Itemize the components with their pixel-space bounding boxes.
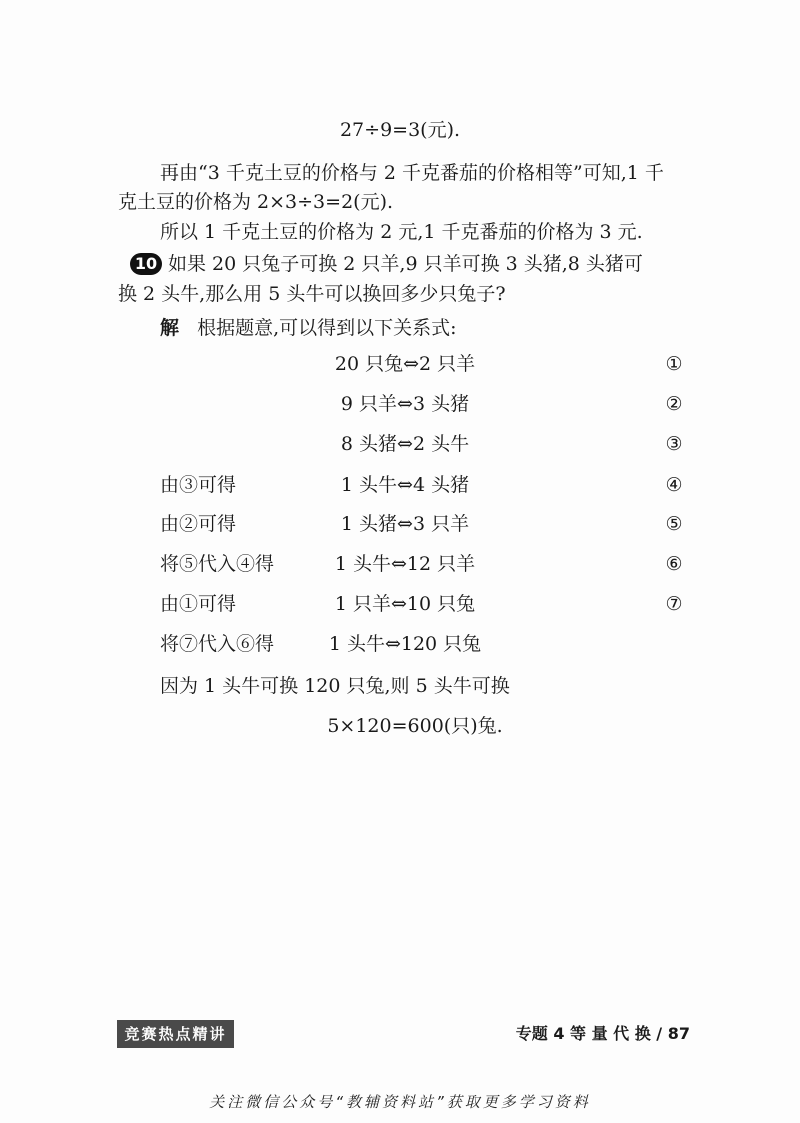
paragraph-line: 克土豆的价格为 2×3÷3=2(元). [118, 191, 394, 213]
relation-expr: 1 头牛⇔12 只羊 [334, 553, 476, 575]
solution-intro [160, 316, 457, 340]
paragraph-line: 再由“3 千克土豆的价格与 2 千克番茄的价格相等”可知,1 千 [160, 162, 664, 184]
relation-mark: ③ [665, 433, 683, 455]
relation-mark: ⑤ [665, 513, 683, 535]
paragraph-line: 所以 1 千克土豆的价格为 2 元,1 千克番茄的价格为 3 元. [160, 221, 643, 243]
solution-intro-text: 根据题意,可以得到以下关系式: [197, 317, 457, 339]
footer-series-label: 竞赛热点精讲 [117, 1020, 234, 1048]
relation-expr: 20 只兔⇔2 只羊 [334, 353, 476, 375]
relation-expr: 1 只羊⇔10 只兔 [334, 593, 476, 615]
relation-mark: ⑦ [665, 593, 683, 615]
relation-label: 将⑤代入④得 [160, 553, 275, 575]
top-equation: 27÷9=3(元). [339, 119, 461, 141]
problem-line: 换 2 头牛,那么用 5 头牛可以换回多少只兔子? [118, 283, 506, 305]
final-equation: 5×120=600(只)兔. [327, 715, 503, 737]
relation-mark: ⑥ [665, 553, 683, 575]
relation-label: 由③可得 [160, 474, 237, 496]
relation-expr: 9 只羊⇔3 头猪 [340, 393, 470, 415]
relation-mark: ② [665, 393, 683, 415]
relation-expr: 8 头猪⇔2 头牛 [340, 433, 470, 455]
relation-mark: ④ [665, 474, 683, 496]
problem-line [130, 252, 643, 276]
relation-expr: 1 头牛⇔120 只兔 [328, 633, 482, 655]
relation-expr: 1 头猪⇔3 只羊 [340, 513, 470, 535]
relation-expr: 1 头牛⇔4 头猪 [340, 474, 470, 496]
footer-chapter-page: 专题 4 等 量 代 换 / 87 [515, 1024, 690, 1043]
problem-number-badge: 10 [130, 253, 162, 275]
conclusion-text: 因为 1 头牛可换 120 只兔,则 5 头牛可换 [160, 675, 510, 697]
problem-text: 如果 20 只兔子可换 2 只羊,9 只羊可换 3 头猪,8 头猪可 [168, 253, 643, 275]
relation-mark: ① [665, 353, 683, 375]
solution-label: 解 [160, 317, 180, 339]
relation-label: 将⑦代入⑥得 [160, 633, 275, 655]
relation-label: 由②可得 [160, 513, 237, 535]
bottom-watermark-note: 关注微信公众号“教辅资料站”获取更多学习资料 [209, 1093, 591, 1111]
relation-label: 由①可得 [160, 593, 237, 615]
